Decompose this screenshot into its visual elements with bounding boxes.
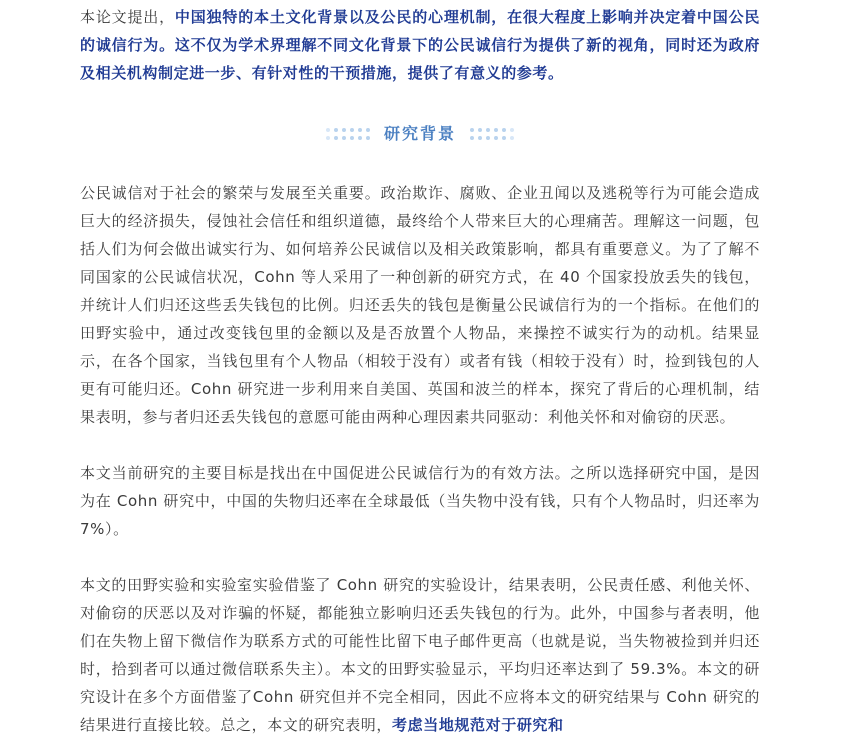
section-title: 研究背景: [383, 124, 456, 143]
intro-lead: 本论文提出，: [80, 8, 175, 26]
intro-highlight: 中国独特的本土文化背景以及公民的心理机制，在很大程度上影响并决定着中国公民的诚信行为。这不仅为学术界理解不同文化背景下的公民诚信行为提供了新的视角，同时还为政府及相关机构制定进一步、有针对性的干预措施，提供了有意义的参考。: [80, 8, 760, 82]
intro-paragraph: [80, 3, 760, 87]
body-paragraph-background: 公民诚信对于社会的繁荣与发展至关重要。政治欺诈、腐败、企业丑闻以及逃税等行为可能会造成巨大的经济损失，侵蚀社会信任和组织道德，最终给个人带来巨大的心理痛苦。理解这一问题，包括人们为何会做出诚实行为、如何培养公民诚信以及相关政策影响，都具有重要意义。为了了解不同国家的公民诚信状况，Cohn 等人采用了一种创新的研究方式，在 40 个国家投放丢失的钱包，并统计人们归还这些丢失钱包的比例。归还丢失的钱包是衡量公民诚信行为的一个指标。在他们的田野实验中，通过改变钱包里的金额以及是否放置个人物品，来操控不诚实行为的动机。结果显示，在各个国家，当钱包里有个人物品（相较于没有）或者有钱（相较于没有）时，捡到钱包的人更有可能归还。Cohn 研究进一步利用来自美国、英国和波兰的样本，探究了背后的心理机制，结果表明，参与者归还丢失钱包的意愿可能由两种心理因素共同驱动：利他关怀和对偷窃的厌恶。: [80, 184, 760, 426]
decorative-dots-left: [326, 128, 370, 140]
paragraph-gap: [80, 543, 760, 571]
article: [80, 0, 760, 739]
body-paragraph-experiment: [80, 571, 760, 739]
experiment-highlight: 考虑当地规范对于研究和: [392, 716, 564, 734]
decorative-dots-right: [470, 128, 514, 140]
experiment-text: 本文的田野实验和实验室实验借鉴了 Cohn 研究的实验设计，结果表明，公民责任感、利他关怀、对偷窃的厌恶以及对诈骗的怀疑，都能独立影响归还丢失钱包的行为。此外，中国参与者表明，他们在失物上留下微信作为联系方式的可能性比留下电子邮件更高（也就是说，当失物被捡到并归还时，拾到者可以通过微信联系失主）。本文的田野实验显示，平均归还率达到了 59.3%。本文的研究设计在多个方面借鉴了Cohn 研究但并不完全相同，因此不应将本文的研究结果与 Cohn 研究的结果进行直接比较。总之，本文的研究表明，: [80, 576, 760, 734]
section-heading: [80, 105, 760, 163]
paragraph-gap: [80, 431, 760, 459]
body-paragraph-goal: 本文当前研究的主要目标是找出在中国促进公民诚信行为的有效方法。之所以选择研究中国，是因为在 Cohn 研究中，中国的失物归还率在全球最低（当失物中没有钱，只有个人物品时，归还率为 7%）。: [80, 464, 760, 538]
